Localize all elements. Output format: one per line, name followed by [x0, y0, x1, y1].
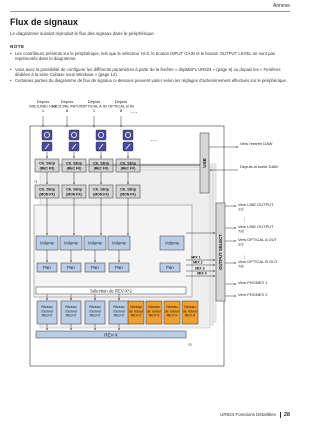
ch-strip-label: Ch. Strip	[93, 161, 109, 166]
ch-strip-label: Ch. Strip	[39, 161, 55, 166]
footer-text: UR824 Fonctions Détaillées	[220, 412, 276, 417]
return-level-label: Niveau de retour REV-X	[146, 305, 162, 318]
ch-strip-sub: (MON FX)	[66, 192, 82, 197]
ch-strip-sub: (MON FX)	[39, 192, 55, 197]
send-level-label: Niveau d'envoi REV-X	[113, 305, 125, 318]
input-ellipsis: …	[130, 108, 138, 115]
ch-strip-sub: (REC FX)	[93, 166, 109, 171]
output-select-label: OUTPUT SELECT	[218, 234, 223, 270]
output-label: Vers OPTICAL B OUT 7/8	[238, 259, 278, 269]
bullet: •	[10, 51, 12, 56]
ch-strip-sub: (REC FX)	[39, 166, 55, 171]
output-label: Vers OPTICAL A OUT 1/2	[238, 237, 277, 247]
output-label: Vers LINE OUTPUT 1/2	[238, 202, 274, 212]
ch-strip-sub: (MON FX)	[120, 192, 136, 197]
bullet: •	[10, 78, 12, 83]
from-daw-label: Depuis la sortie DAW	[240, 164, 278, 169]
rev-select-label: Sélection de REV-X*2	[90, 288, 132, 294]
mix-bus-label: MIX 2	[193, 260, 203, 265]
input-label: Depuis OPTICAL A IN 1	[81, 99, 107, 113]
output-list	[225, 202, 278, 297]
pan-label: Pan	[67, 265, 75, 270]
ch-strip-sub: (REC FX)	[120, 166, 136, 171]
note-1: *1	[34, 179, 38, 184]
ch-strip-label: Ch. Strip	[120, 187, 136, 192]
page-footer	[220, 412, 290, 418]
output-ellipsis-2: ⋮	[242, 254, 247, 260]
output-label: Vers LINE OUTPUT 7/8	[238, 224, 274, 234]
page-title: Flux de signaux	[10, 17, 79, 27]
mix-bus-label: MIX 4	[197, 271, 207, 276]
page-number: 28	[280, 412, 290, 418]
input-labels	[52, 99, 134, 113]
send-level-label: Niveau d'envoi REV-X	[89, 305, 101, 318]
pan-label: Pan	[91, 265, 99, 270]
input-label: Depuis MIC/LINE INPUT 8	[51, 99, 83, 113]
volume-label: Volume	[63, 240, 79, 246]
note-text: Les contrôleurs présents sur le périphérique, tels que le sélecteur HI-Z, le bouton INPUT GAIN et le bouton OUTPUT LEVEL ne sont pas représentés dans le diagramme.	[15, 51, 276, 62]
input-label-mic1: Depuis MIC/LINE/ HI-Z 1	[29, 99, 57, 113]
output-ellipsis-1: ⋮	[242, 217, 247, 223]
usb-label: USB	[202, 158, 207, 168]
output-label: Vers PHONES 1	[238, 280, 268, 285]
mixer-area	[34, 205, 192, 297]
volume-label: Volume	[39, 240, 55, 246]
ch-strip-label: Ch. Strip	[93, 187, 109, 192]
note-text: Vous avez la possibilité de configurer les différents paramètres à partir de la fenêtre « dspMixFx UR824 » (page 8) ou depuis les « Fenêtres dédiées à la série Cubase sous Windows » (page 14).	[15, 67, 281, 78]
volume-label: Volume	[87, 240, 103, 246]
ch-strip-sub: (MON FX)	[93, 192, 109, 197]
note-text: Certaines parties du diagramme de flux de signaux ci-dessous peuvent varier selon les réglages d'acheminement effectués sur le périphérique.	[15, 78, 288, 83]
intro-text: Le diagramme suivant reproduit le flux des signaux dans le périphérique.	[10, 31, 155, 36]
ch-strip-sub: (REC FX)	[66, 166, 82, 171]
ch-strip-label: Ch. Strip	[66, 187, 82, 192]
volume-label: Volume	[111, 240, 127, 246]
return-level-label: Niveau de retour REV-X	[128, 305, 144, 318]
return-level-label: Niveau de retour REV-X	[182, 305, 198, 318]
mix-bus-label: MIX 3	[195, 266, 205, 271]
pan-label: Pan	[166, 265, 174, 270]
gain-icon	[69, 130, 79, 140]
gain-icon	[123, 130, 133, 140]
output-label: Vers PHONES 2	[238, 292, 268, 297]
to-daw-label: Vers l'entrée DAW	[240, 141, 273, 146]
mix-bus-label: MIX 1	[191, 255, 201, 260]
ch-strip-label: Ch. Strip	[66, 161, 82, 166]
input-gain-icons	[42, 130, 158, 158]
send-level-label: Niveau d'envoi REV-X	[41, 305, 53, 318]
return-level-label: Niveau de retour REV-X	[164, 305, 180, 318]
rev-x-label: REV-X	[104, 332, 118, 338]
input-label: Depuis OPTICAL B IN 8	[108, 99, 134, 113]
columns-ellipsis: …	[150, 136, 158, 143]
gain-icon	[96, 130, 106, 140]
section-header: Annexe	[273, 3, 290, 9]
pan-label: Pan	[43, 265, 51, 270]
ch-strip-label: Ch. Strip	[39, 187, 55, 192]
ch-strip-label: Ch. Strip	[120, 161, 136, 166]
note-label: NOTE	[10, 44, 25, 49]
send-level-label: Niveau d'envoi REV-X	[65, 305, 77, 318]
pan-label: Pan	[115, 265, 123, 270]
bullet: •	[10, 67, 12, 72]
volume-label: Volume	[164, 240, 180, 246]
note-2: *2	[188, 342, 192, 347]
gain-icon	[42, 130, 52, 140]
